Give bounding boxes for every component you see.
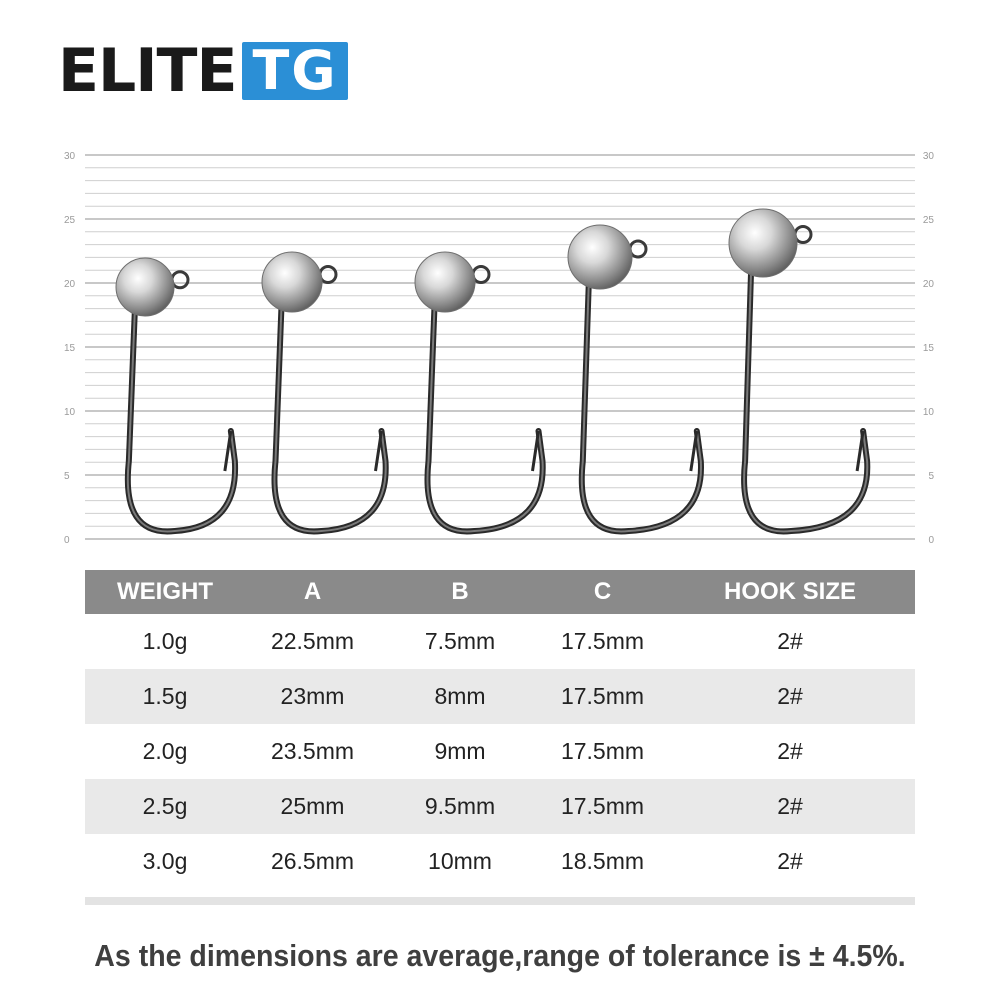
hook-wire bbox=[582, 283, 701, 532]
header-b: B bbox=[380, 570, 540, 614]
cell-a: 26.5mm bbox=[270, 848, 355, 874]
cell-c: 18.5mm bbox=[560, 848, 645, 874]
cell-weight: 2.0g bbox=[142, 738, 188, 764]
jig-hook bbox=[116, 258, 235, 531]
table-row bbox=[85, 669, 915, 724]
tungsten-head bbox=[116, 258, 174, 316]
ruler-tick-label: 20 bbox=[922, 279, 934, 290]
table-row bbox=[85, 724, 915, 779]
tolerance-note: As the dimensions are average,range of tolerance is ± 4.5%. bbox=[94, 938, 906, 973]
hook-wire-highlight bbox=[744, 270, 867, 531]
table-header-row bbox=[85, 570, 915, 614]
cell-weight: 1.5g bbox=[85, 669, 245, 724]
ruler-tick-label: 0 bbox=[64, 535, 70, 546]
jig-hook bbox=[262, 252, 386, 531]
ruler-tick-label: 0 bbox=[928, 535, 934, 546]
ruler-tick-label: 5 bbox=[64, 471, 70, 482]
hook-wire bbox=[427, 306, 542, 531]
ruler-grid bbox=[85, 155, 915, 539]
cell-c: 17.5mm bbox=[540, 669, 665, 724]
ruler-tick-label: 15 bbox=[64, 343, 76, 354]
tungsten-head bbox=[262, 252, 322, 312]
hook-wire-highlight bbox=[128, 310, 235, 531]
tungsten-head bbox=[415, 252, 475, 312]
hook-wire bbox=[744, 270, 867, 531]
size-ruler bbox=[0, 140, 1000, 560]
cell-a: 25mm bbox=[245, 779, 380, 834]
jig-hook bbox=[568, 225, 701, 531]
brand-badge: TG bbox=[242, 42, 347, 100]
cell-hook-size: 2# bbox=[777, 738, 803, 764]
cell-hook-size: 2# bbox=[665, 779, 915, 834]
ruler-tick-label: 30 bbox=[64, 151, 76, 162]
brand-logo bbox=[58, 36, 348, 106]
ruler-tick-label: 15 bbox=[922, 343, 934, 354]
hook-wire-highlight bbox=[274, 306, 385, 531]
cell-b: 9.5mm bbox=[380, 779, 540, 834]
ruler-tick-label: 5 bbox=[928, 471, 934, 482]
ruler-tick-label: 10 bbox=[64, 407, 76, 418]
tungsten-head bbox=[729, 209, 797, 277]
cell-c: 17.5mm bbox=[560, 628, 645, 654]
brand-word: ELITE bbox=[58, 36, 237, 106]
cell-weight: 3.0g bbox=[142, 848, 188, 874]
hook-wire bbox=[128, 310, 235, 531]
cell-b: 9mm bbox=[434, 738, 486, 764]
cell-hook-size: 2# bbox=[777, 628, 803, 654]
cell-weight: 2.5g bbox=[85, 779, 245, 834]
cell-hook-size: 2# bbox=[665, 669, 915, 724]
ruler-tick-label: 30 bbox=[922, 151, 934, 162]
cell-c: 17.5mm bbox=[560, 738, 645, 764]
table-row bbox=[85, 779, 915, 834]
cell-b: 7.5mm bbox=[424, 628, 496, 654]
cell-b: 8mm bbox=[380, 669, 540, 724]
cell-a: 23.5mm bbox=[270, 738, 355, 764]
line-eye bbox=[795, 227, 811, 243]
cell-c: 17.5mm bbox=[540, 779, 665, 834]
ruler-tick-label: 25 bbox=[922, 215, 934, 226]
table-row bbox=[85, 834, 915, 889]
ruler-tick-labels bbox=[64, 151, 934, 546]
spec-table bbox=[85, 570, 915, 889]
ruler-tick-label: 10 bbox=[922, 407, 934, 418]
cell-a: 22.5mm bbox=[270, 628, 355, 654]
table-bottom-bar bbox=[85, 897, 915, 905]
tungsten-head bbox=[568, 225, 632, 289]
header-weight: WEIGHT bbox=[85, 570, 245, 614]
header-a: A bbox=[245, 570, 380, 614]
cell-hook-size: 2# bbox=[777, 848, 803, 874]
cell-a: 23mm bbox=[245, 669, 380, 724]
hook-wire bbox=[274, 306, 385, 531]
hook-wire-highlight bbox=[427, 306, 542, 531]
table-row bbox=[85, 614, 915, 669]
cell-weight: 1.0g bbox=[142, 628, 188, 654]
header-c: C bbox=[540, 570, 665, 614]
jig-hook bbox=[415, 252, 543, 531]
ruler-graphic bbox=[0, 140, 1000, 560]
header-hook-size: HOOK SIZE bbox=[665, 570, 915, 614]
ruler-tick-label: 25 bbox=[64, 215, 76, 226]
hook-wire-highlight bbox=[582, 283, 701, 532]
cell-b: 10mm bbox=[428, 848, 492, 874]
ruler-tick-label: 20 bbox=[64, 279, 76, 290]
